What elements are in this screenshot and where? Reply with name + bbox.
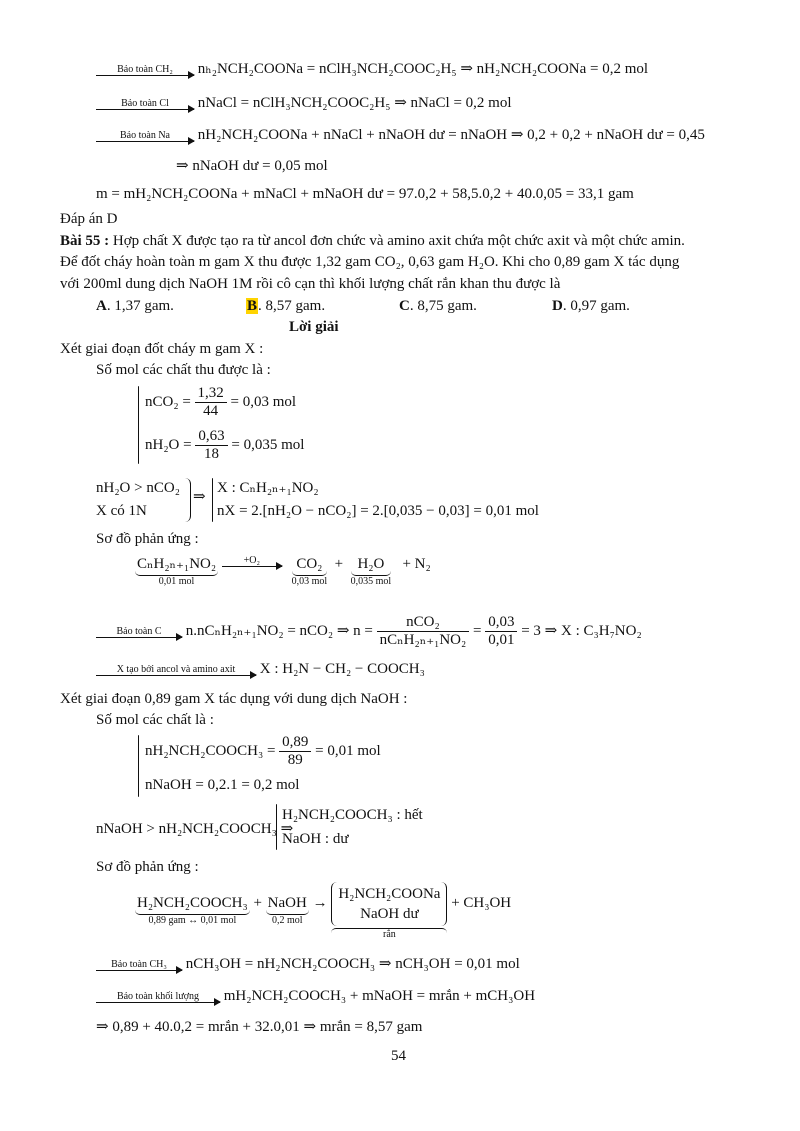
nh2o-equation: nH₂O = $\frac{0,63}{18}$ = 0,035 mol (145, 428, 305, 462)
reaction-scheme-1: CₙH₂ₙ₊₁NO₂ 0,01 mol +O₂ CO₂ 0,03 mol + H₂O 0,035 mol + N₂ (137, 555, 431, 587)
result-brace-2 (276, 804, 277, 850)
conservation-ch2-line (96, 60, 648, 78)
moles-intro: Số mol các chất thu được là : (96, 362, 271, 378)
close-brace (176, 478, 191, 522)
product-co2: CO₂ 0,03 mol (291, 556, 328, 587)
problem-line-2: Để đốt cháy hoàn toàn m gam X thu được 1,32 gam CO₂, 0,63 gam H₂O. Khi cho 0,89 gam X tác dụng (60, 254, 680, 270)
result-formula: X : CₙH₂ₙ₊₁NO₂ (217, 480, 319, 496)
implies-symbol: ⇒ (193, 489, 206, 505)
page-number: 54 (391, 1048, 406, 1064)
result-ester-consumed: H₂NCH₂COOCH₃ : hết (282, 807, 423, 823)
highlighted-answer: B (247, 298, 258, 314)
equation-text: nₕ₂NCH₂COONa = nClH₃NCH₂COOC₂H₅ ⇒ nH₂NCH₂COONa = 0,2 mol (197, 61, 649, 77)
comparison-1: nH₂O > nCO₂ (96, 480, 180, 496)
comparison-2: X có 1N (96, 503, 147, 519)
solution-title: Lời giải (289, 319, 339, 335)
problem-line-3: với 200ml dung dịch NaOH 1M rồi cô cạn thì khối lượng chất rắn khan thu được là (60, 276, 561, 292)
equation-text: nNaCl = nClH₃NCH₂COOC₂H₅ ⇒ nNaCl = 0,2 mol (197, 95, 512, 111)
equation-text: nH₂NCH₂COONa + nNaCl + nNaOH dư = nNaOH ⇒ 0,2 + 0,2 + nNaOH dư = 0,45 (197, 127, 705, 143)
problem-line-1 (60, 232, 685, 250)
arrow-mass-conservation: Bảo toàn khối lượng (96, 991, 220, 1003)
product-methanol: + CH₃OH (451, 895, 512, 911)
problem-title: Bài 55 : (60, 233, 110, 249)
scheme-intro-2: Sơ đồ phản ứng : (96, 859, 199, 875)
problem-text: Hợp chất X được tạo ra từ ancol đơn chức và amino axit chứa một chức axit và một chức amin. (109, 233, 685, 249)
reactant-naoh: NaOH 0,2 mol (267, 895, 307, 926)
arrow-combustion: +O₂ (222, 555, 282, 567)
mass-total-line: m = mH₂NCH₂COONa + mNaCl + mNaOH dư = 97.0,2 + 58,5.0,2 + 40.0,05 = 33,1 gam (96, 186, 634, 202)
product-n2: + N₂ (402, 556, 431, 572)
reaction-scheme-2: H₂NCH₂COOCH₃ 0,89 gam ↔ 0,01 mol + NaOH 0,2 mol → H₂NCH₂COONa NaOH dư rắn + CH₃OH (135, 882, 511, 941)
option-c: C. 8,75 gam. (399, 298, 477, 314)
arrow-x-structure: X tạo bởi ancol và amino axit (96, 664, 256, 676)
arrow-conservation-cl: Bảo toàn Cl (96, 98, 194, 110)
comparison-3: nNaOH > nH₂NCH₂COOCH₃ ⇒ (96, 821, 294, 837)
mass-conservation-line: Bảo toàn khối lượng mH₂NCH₂COOCH₃ + mNaOH = mrắn + mCH₃OH (96, 987, 535, 1005)
option-a: A. 1,37 gam. (96, 298, 174, 314)
x-structure-line: X tạo bởi ancol và amino axit X : H₂N − CH₂ − COOCH₃ (96, 660, 425, 678)
moles2-intro: Số mol các chất là : (96, 712, 214, 728)
answer-line: Đáp án D (60, 211, 118, 227)
conservation-cl-line (96, 94, 512, 112)
scheme-intro-1: Sơ đồ phản ứng : (96, 531, 199, 547)
final-result-line: ⇒ 0,89 + 40.0,2 = mrắn + 32.0,01 ⇒ mrắn = 8,57 gam (96, 1019, 423, 1035)
arrow-conservation-na: Bảo toàn Na (96, 130, 194, 142)
conservation-na-line (96, 126, 705, 144)
product-h2o: H₂O 0,035 mol (350, 556, 392, 587)
conservation-c-line: Bảo toàn C n.nCₙH₂ₙ₊₁NO₂ = nCO₂ ⇒ n = $\frac{\text{nCO₂}}{\text{nCₙH₂ₙ₊₁NO₂}}$ = $\frac{0,03}{0,01}$ = 3 ⇒ X : C₃H₇NO₂ (96, 614, 642, 649)
nco2-equation: nCO₂ = $\frac{1,32}{44}$ = 0,03 mol (145, 385, 297, 419)
result-brace (212, 478, 213, 522)
reactant-ester: H₂NCH₂COOCH₃ 0,89 gam ↔ 0,01 mol (137, 895, 248, 926)
conservation-ch3-line: Bảo toàn CH₃ nCH₃OH = nH₂NCH₂COOCH₃ ⇒ nCH₃OH = 0,01 mol (96, 955, 520, 973)
stage-1-heading: Xét giai đoạn đốt cháy m gam X : (60, 341, 264, 357)
option-d: D. 0,97 gam. (552, 298, 630, 314)
result-naoh-excess: NaOH : dư (282, 831, 349, 847)
naoh-excess-line: ⇒ nNaOH dư = 0,05 mol (176, 158, 328, 174)
arrow-conservation-ch3: Bảo toàn CH₃ (96, 959, 182, 971)
system-brace-2 (138, 735, 139, 797)
arrow-conservation-c: Bảo toàn C (96, 626, 182, 638)
stage-2-heading: Xét giai đoạn 0,89 gam X tác dụng với dung dịch NaOH : (60, 691, 408, 707)
nx-equation: nH₂NCH₂COOCH₃ = $\frac{0,89}{89}$ = 0,01 mol (145, 734, 381, 768)
solid-products: H₂NCH₂COONa NaOH dư rắn (331, 882, 447, 941)
reactant-x: CₙH₂ₙ₊₁NO₂ 0,01 mol (137, 556, 217, 587)
result-nx: nX = 2.[nH₂O − nCO₂] = 2.[0,035 − 0,03] = 0,01 mol (217, 503, 539, 519)
option-b: B. 8,57 gam. (247, 298, 326, 314)
nnaoh-equation: nNaOH = 0,2.1 = 0,2 mol (145, 777, 300, 793)
system-brace (138, 386, 139, 464)
arrow-conservation-ch2: Bảo toàn CH₂ (96, 64, 194, 76)
